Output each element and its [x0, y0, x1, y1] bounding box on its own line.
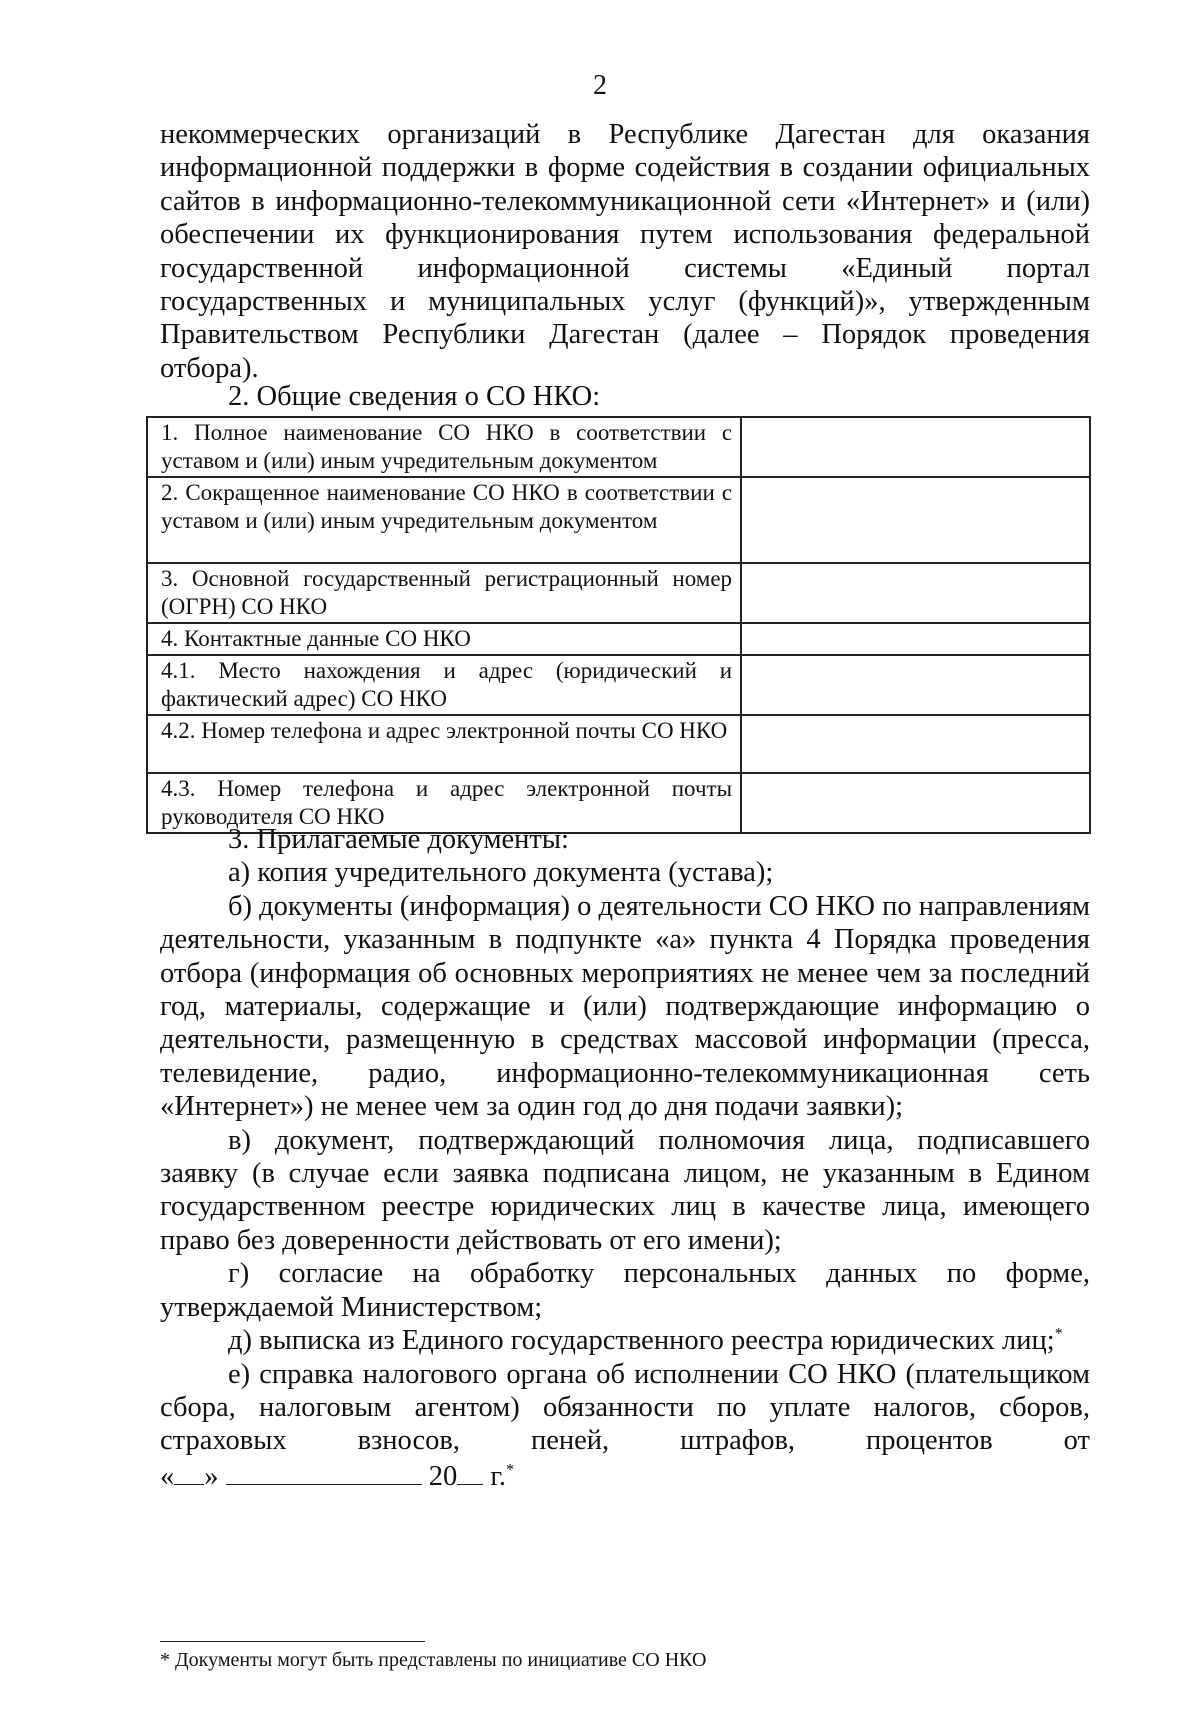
table-row-label: 4.3. Номер телефона и адрес электронной почты руководителя СО НКО — [147, 773, 741, 833]
table-row — [147, 715, 1090, 773]
table-row-label: 4. Контактные данные СО НКО — [147, 623, 741, 655]
table-row-value[interactable] — [741, 477, 1090, 563]
attachments-section — [160, 823, 1090, 1493]
table-row-value[interactable] — [741, 655, 1090, 715]
table-row-label: 3. Основной государственный регистрационный номер (ОГРН) СО НКО — [147, 563, 741, 623]
attachment-item-a: а) копия учредительного документа (устава); — [228, 857, 774, 889]
table-row — [147, 623, 1090, 655]
attachment-item-b: б) документы (информация) о деятельности СО НКО по направлениям деятельности, указанным в подпункте «а» пункта 4 Порядка проведения отбора (информация об основных мероприятиях не менее чем за последний год, материалы, содержащие и (или) подтверждающие информацию о деятельности, размещенную в средствах массовой информации (пресса, телевидение, радио, информационно-телекоммуникационная сеть «Интернет») не менее чем за один год до дня подачи заявки); — [160, 890, 1090, 1123]
attachment-item-e: е) справка налогового органа об исполнении СО НКО (плательщиком сбора, налоговым агентом) обязанности по уплате налогов, сборов, страховых взносов, пеней, штрафов, процентов от — [160, 1358, 1090, 1457]
footnote: * Документы могут быть представлены по инициативе СО НКО — [160, 1649, 707, 1671]
day-blank[interactable] — [174, 1458, 204, 1485]
table-row-value[interactable] — [741, 715, 1090, 773]
table-row — [147, 563, 1090, 623]
date-open-quote: « — [160, 1460, 175, 1492]
table-row-label: 2. Сокращенное наименование СО НКО в соответствии с уставом и (или) иным учредительным документом — [147, 477, 741, 563]
section-2-heading: 2. Общие сведения о СО НКО: — [228, 381, 601, 412]
table-row-value[interactable] — [741, 623, 1090, 655]
attachment-item-g: г) согласие на обработку персональных данных по форме, утверждаемой Министерством; — [160, 1258, 1090, 1323]
intro-text: некоммерческих организаций в Республике Дагестан для оказания информационной поддержки в форме содействия в создании официальных сайтов в информационно-телекоммуникационной сети «Интернет» и (или) обеспечении их функционирования путем использования федеральной государственной информационной системы «Единый портал государственных и муниципальных услуг (функций)», утвержденным Правительством Республики Дагестан (далее – Порядок проведения отбора). — [160, 119, 1090, 384]
page-number: 2 — [593, 70, 607, 101]
year-prefix: 20 — [428, 1460, 458, 1492]
table-row-label: 4.2. Номер телефона и адрес электронной почты СО НКО — [147, 715, 741, 773]
table-row — [147, 477, 1090, 563]
table-row-label: 1. Полное наименование СО НКО в соответствии с уставом и (или) иным учредительным документом — [147, 417, 741, 477]
year-blank[interactable] — [457, 1458, 483, 1485]
table-row-value[interactable] — [741, 417, 1090, 477]
month-blank[interactable] — [226, 1458, 422, 1485]
attachment-item-d — [160, 1324, 1090, 1357]
table-row-label: 4.1. Место нахождения и адрес (юридический и фактический адрес) СО НКО — [147, 655, 741, 715]
date-line — [160, 1458, 1090, 1493]
year-suffix: г. — [490, 1460, 506, 1492]
organization-info-table — [146, 416, 1091, 834]
table-row — [147, 655, 1090, 715]
date-close-quote: » — [204, 1460, 219, 1492]
footnote-mark: * — [505, 1461, 514, 1479]
attachment-item-v: в) документ, подтверждающий полномочия лица, подписавшего заявку (в случае если заявка подписана лицом, не указанным в Едином государственном реестре юридических лиц в качестве лица, имеющего право без доверенности действовать от его имени); — [160, 1124, 1090, 1256]
footnote-divider — [160, 1641, 425, 1642]
intro-paragraph — [160, 118, 1090, 385]
section-3-heading: 3. Прилагаемые документы: — [228, 824, 569, 855]
footnote-mark: * — [1054, 1325, 1063, 1343]
table-row — [147, 417, 1090, 477]
attachment-item-d-text: д) выписка из Единого государственного реестра юридических лиц; — [228, 1325, 1055, 1357]
table-row-value[interactable] — [741, 563, 1090, 623]
